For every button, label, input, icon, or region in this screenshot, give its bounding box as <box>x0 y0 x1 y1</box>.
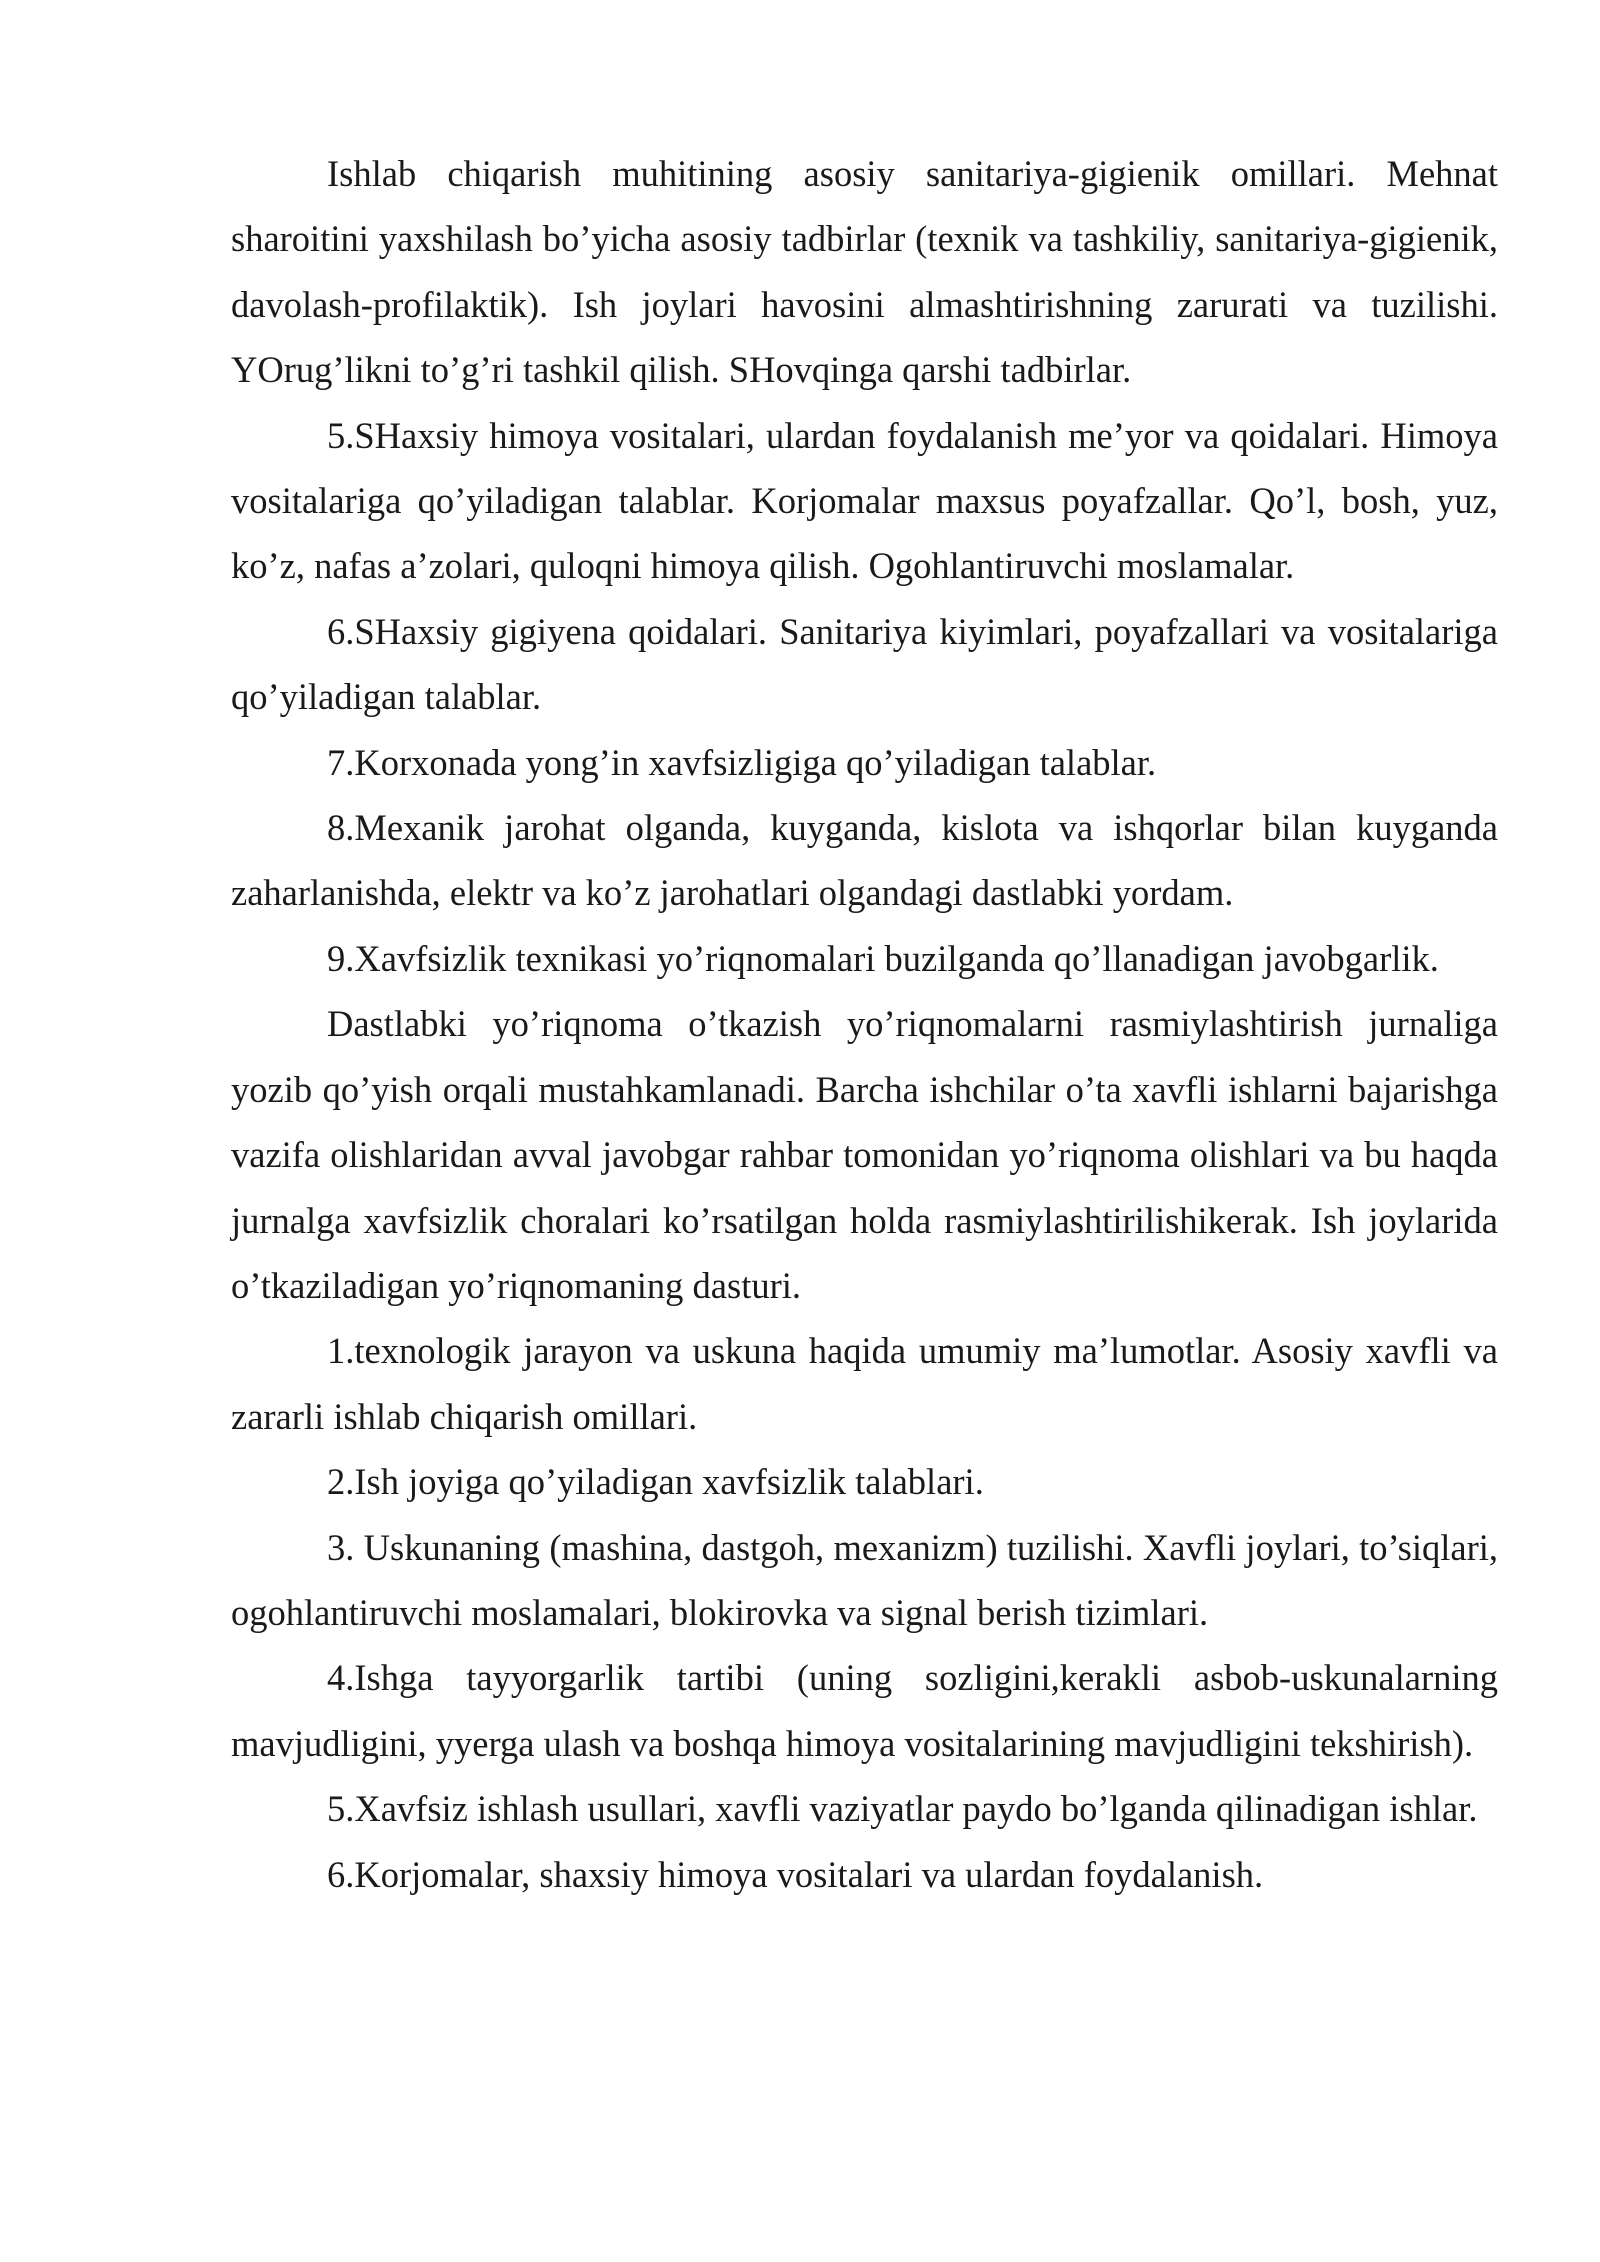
paragraph-responsibility: 9.Xavfsizlik texnikasi yo’riqnomalari buzilganda qo’llanadigan javobgarlik. <box>327 937 1439 979</box>
paragraph-fire-safety: 7.Korxonada yong’in xavfsizligiga qo’yiladigan talablar. <box>327 741 1157 783</box>
paragraph-safe-work-methods: 5.Xavfsiz ishlash usullari, xavfli vaziyatlar paydo bo’lganda qilinadigan ishlar. <box>327 1788 1478 1830</box>
paragraph-personal-hygiene-rules: 6.SHaxsiy gigiyena qoidalari. Sanitariya kiyimlari, poyafzallari va vositalariga qo’yiladigan talablar. <box>231 610 1498 718</box>
paragraph-initial-instruction: Dastlabki yo’riqnoma o’tkazish yo’riqnomalarni rasmiylashtirish jurnaliga yozib qo’yish orqali mustahkamlanadi. Barcha ishchilar o’ta xavfli ishlarni bajarishga vazifa olishlaridan avval javobgar rahbar tomonidan yo’riqnoma olishlari va bu haqda jurnalga xavfsizlik choralari ko’rsatilgan holda rasmiylashtirilishikerak. Ish joylarida o’tkaziladigan yo’riqnomaning dasturi. <box>231 1003 1498 1306</box>
paragraph-workplace-safety-requirements: 2.Ish joyiga qo’yiladigan xavfsizlik talablari. <box>327 1461 984 1503</box>
paragraph-technological-process: 1.texnologik jarayon va uskuna haqida umumiy ma’lumotlar. Asosiy xavfli va zararli ishlab chiqarish omillari. <box>231 1330 1498 1437</box>
paragraph-work-environment-factors: Ishlab chiqarish muhitining asosiy sanitariya-gigienik omillari. Mehnat sharoitini yaxshilash bo’yicha asosiy tadbirlar (texnik va tashkiliy, sanitariya-gigienik, davolash-profilaktik). Ish joylari havosini almashtirishning zarurati va tuzilishi. YOrug’likni to’g’ri tashkil qilish. SHovqinga qarshi tadbirlar. <box>231 153 1498 391</box>
paragraph-work-preparation: 4.Ishga tayyorgarlik tartibi (uning sozligini,kerakli asbob-uskunalarning mavjudligini, yyerga ulash va boshqa himoya vositalarining mavjudligini tekshirish). <box>231 1657 1498 1764</box>
paragraph-workwear-ppe: 6.Korjomalar, shaxsiy himoya vositalari va ulardan foydalanish. <box>327 1853 1264 1895</box>
paragraph-equipment-structure: 3. Uskunaning (mashina, dastgoh, mexanizm) tuzilishi. Xavfli joylari, to’siqlari, ogohlantiruvchi moslamalari, blokirovka va signal berish tizimlari. <box>231 1526 1498 1633</box>
document-body <box>231 141 1498 1907</box>
paragraph-personal-protective-equipment: 5.SHaxsiy himoya vositalari, ulardan foydalanish me’yor va qoidalari. Himoya vositalariga qo’yiladigan talablar. Korjomalar maxsus poyafzallar. Qo’l, bosh, yuz, ko’z, nafas a’zolari, quloqni himoya qilish. Ogohlantiruvchi moslamalar. <box>231 414 1498 587</box>
paragraph-first-aid: 8.Mexanik jarohat olganda, kuyganda, kislota va ishqorlar bilan kuyganda zaharlanishda, elektr va ko’z jarohatlari olgandagi dastlabki yordam. <box>231 807 1498 914</box>
